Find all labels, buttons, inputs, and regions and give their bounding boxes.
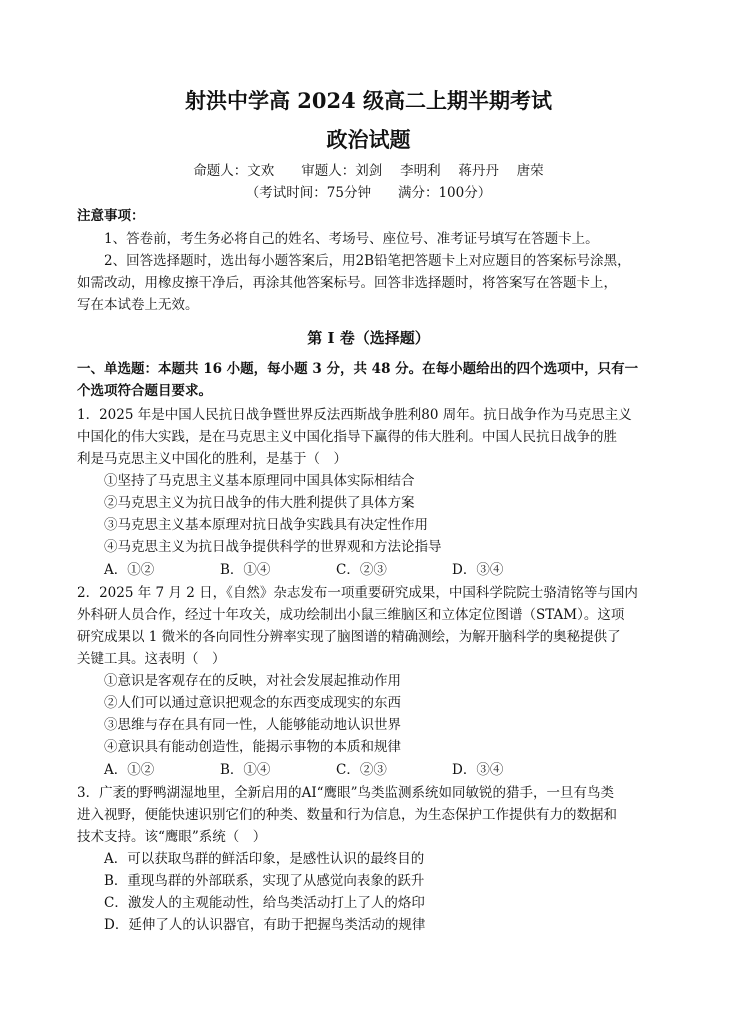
exam-subtitle: 政治试题	[326, 127, 411, 152]
section-instructions: 一、单选题：本题共 16 小题，每小题 3 分，共 48 分。在每小题给出的四个选项中，只有一	[77, 361, 639, 377]
question-1-choices	[104, 561, 568, 579]
question-3-stem: 3．广袤的野鸭湖湿地里，全新启用的AI“鹰眼”鸟类监测系统如同敏锐的猎手，一旦有鸟类	[77, 785, 614, 801]
question-3-option: C．激发人的主观能动性，给鸟类活动打上了人的烙印	[104, 895, 425, 911]
question-2-statement: ①意识是客观存在的反映，对社会发展起推动作用	[104, 673, 401, 689]
choice-a: A．①②	[104, 562, 155, 578]
exam-title: 射洪中学高 2024 级高二上期半期考试	[184, 88, 553, 113]
question-1-statement: ①坚持了马克思主义基本原理同中国具体实际相结合	[104, 473, 415, 489]
section-title: 第 I 卷（选择题）	[307, 329, 430, 347]
question-2-choices	[104, 761, 568, 779]
question-1-statement: ③马克思主义基本原理对抗日战争实践具有决定性作用	[104, 517, 428, 533]
question-3-option: A．可以获取鸟群的鲜活印象，是感性认识的最终目的	[104, 851, 425, 867]
question-1-stem: 中国化的伟大实践，是在马克思主义中国化指导下赢得的伟大胜利。中国人民抗日战争的胜	[77, 429, 617, 445]
question-2-stem: 2．2025 年 7 月 2 日，《自然》杂志发布一项重要研究成果，中国科学院院士骆清铭等与国内	[77, 585, 638, 601]
choice-d: D．③④	[452, 562, 504, 578]
question-3-stem: 技术支持。该“鹰眼”系统（ ）	[77, 829, 267, 845]
authors-line: 命题人：文欢 审题人：刘剑 李明利 蒋丹丹 唐荣	[193, 163, 544, 179]
question-1-statement: ②马克思主义为抗日战争的伟大胜利提供了具体方案	[104, 495, 415, 511]
choice-b: B．①④	[220, 762, 271, 778]
notes-line: 1、答卷前，考生务必将自己的姓名、考场号、座位号、准考证号填写在答题卡上。	[104, 231, 599, 247]
notes-line: 如需改动，用橡皮擦干净后，再涂其他答案标号。回答非选择题时，将答案写在答题卡上，	[77, 275, 617, 291]
question-3-option: D．延伸了人的认识器官，有助于把握鸟类活动的规律	[104, 917, 426, 933]
section-instructions: 个选项符合题目要求。	[77, 383, 212, 399]
question-2-statement: ②人们可以通过意识把观念的东西变成现实的东西	[104, 695, 401, 711]
choice-a: A．①②	[104, 762, 155, 778]
choice-d: D．③④	[452, 762, 504, 778]
exam-info: （考试时间：75分钟 满分：100分）	[245, 185, 492, 201]
question-1-statement: ④马克思主义为抗日战争提供科学的世界观和方法论指导	[104, 539, 442, 555]
choice-b: B．①④	[220, 562, 271, 578]
question-2-stem: 关键工具。这表明（ ）	[77, 651, 226, 667]
notes-heading: 注意事项：	[77, 208, 145, 224]
question-2-stem: 研究成果以 1 微米的各向同性分辨率实现了脑图谱的精确测绘，为解开脑科学的奥秘提供了	[77, 629, 621, 645]
question-3-stem: 进入视野，便能快速识别它们的种类、数量和行为信息，为生态保护工作提供有力的数据和	[77, 807, 617, 823]
notes-line: 写在本试卷上无效。	[77, 297, 199, 313]
notes-line: 2、回答选择题时，选出每小题答案后，用2B铅笔把答题卡上对应题目的答案标号涂黑，	[104, 253, 631, 269]
question-1-stem: 利是马克思主义中国化的胜利，是基于（ ）	[77, 451, 347, 467]
choice-c: C．②③	[336, 562, 387, 578]
choice-c: C．②③	[336, 762, 387, 778]
question-2-stem: 外科研人员合作，经过十年攻关，成功绘制出小鼠三维脑区和立体定位图谱（STAM）。这项	[77, 607, 625, 623]
question-2-statement: ③思维与存在具有同一性，人能够能动地认识世界	[104, 717, 401, 733]
question-2-statement: ④意识具有能动创造性，能揭示事物的本质和规律	[104, 739, 401, 755]
question-3-option: B．重现鸟群的外部联系，实现了从感觉向表象的跃升	[104, 873, 425, 889]
question-1-stem: 1．2025 年是中国人民抗日战争暨世界反法西斯战争胜利80 周年。抗日战争作为马克思主义	[77, 407, 632, 423]
